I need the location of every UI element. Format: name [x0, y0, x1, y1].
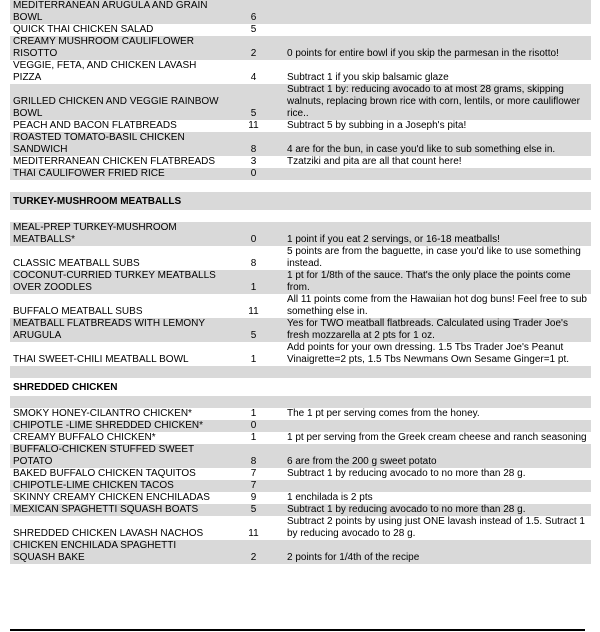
recipe-name-cell: MEXICAN SPAGHETTI SQUASH BOATS: [10, 504, 223, 516]
spacer-row: [10, 366, 591, 378]
note-cell: Subtract 1 by reducing avocado to no more than 28 g.: [284, 504, 591, 516]
empty-cell: [10, 396, 223, 408]
note-cell: [284, 24, 591, 36]
points-cell: 1: [250, 408, 257, 419]
section-title: TURKEY-MUSHROOM MEATBALLS: [10, 192, 591, 210]
empty-cell: [284, 396, 591, 408]
recipe-row: [10, 168, 591, 180]
points-cell: 4: [250, 72, 257, 83]
note-cell: Subtract 1 by reducing avocado to no more than 28 g.: [287, 468, 526, 479]
recipe-row: [10, 270, 591, 294]
recipe-row: [10, 432, 591, 444]
note-cell: 1 pt for 1/8th of the sauce. That's the only place the points come from.: [284, 270, 591, 294]
recipe-row: [10, 408, 591, 420]
note-cell: The 1 pt per serving comes from the honey.: [287, 408, 480, 419]
recipe-row: [10, 84, 591, 120]
recipe-name-cell: COCONUT-CURRIED TURKEY MEATBALLS OVER ZOODLES: [10, 270, 223, 294]
recipe-name-cell: CLASSIC MEATBALL SUBS: [13, 258, 140, 269]
points-cell: 1: [250, 432, 257, 443]
recipe-name-cell: VEGGIE, FETA, AND CHICKEN LAVASH PIZZA: [13, 60, 197, 83]
recipe-name-cell: GRILLED CHICKEN AND VEGGIE RAINBOW BOWL: [10, 84, 223, 120]
spacer-row: [10, 180, 591, 192]
recipe-row: [10, 222, 591, 246]
section-title: SHREDDED CHICKEN: [13, 382, 118, 393]
note-cell: 1 point if you eat 2 servings, or 16-18 meatballs!: [284, 222, 591, 246]
empty-cell: [223, 366, 284, 378]
spacer-row: [10, 396, 591, 408]
note-cell: 6 are from the 200 g sweet potato: [284, 444, 591, 468]
points-cell: 7: [250, 468, 257, 479]
note-cell: All 11 points come from the Hawaiian hot dog buns! Feel free to sub something else in.: [287, 294, 587, 317]
note-cell: [284, 420, 591, 432]
recipe-points-sheet: [10, 0, 585, 564]
points-cell: 3: [250, 156, 257, 167]
recipe-name-cell: QUICK THAI CHICKEN SALAD: [13, 24, 154, 35]
note-cell: Subtract 1 if you skip balsamic glaze: [287, 72, 449, 83]
recipe-table: [10, 0, 591, 564]
empty-cell: [223, 396, 284, 408]
note-cell: Add points for your own dressing. 1.5 Tbs Trader Joe's Peanut Vinaigrette=2 pts, 1.5 Tbs Newmans Own Sesame Ginger=1 pt.: [287, 342, 570, 365]
recipe-name-cell: MEATBALL FLATBREADS WITH LEMONY ARUGULA: [10, 318, 223, 342]
recipe-name-cell: THAI CAULIFOWER FRIED RICE: [10, 168, 223, 180]
note-cell: Subtract 5 by subbing in a Joseph's pita!: [287, 120, 467, 131]
spacer-row: [10, 210, 591, 222]
recipe-row: [10, 132, 591, 156]
points-cell: 5: [250, 24, 257, 35]
points-cell: 2: [223, 36, 284, 60]
points-cell: 0: [223, 168, 284, 180]
recipe-name-cell: BUFFALO-CHICKEN STUFFED SWEET POTATO: [10, 444, 223, 468]
note-cell: 2 points for 1/4th of the recipe: [284, 540, 591, 564]
recipe-row: [10, 468, 591, 480]
recipe-name-cell: MEAL-PREP TURKEY-MUSHROOM MEATBALLS*: [10, 222, 223, 246]
recipe-name-cell: MEDITERRANEAN ARUGULA AND GRAIN BOWL: [10, 0, 223, 24]
note-cell: 1 enchilada is 2 pts: [287, 492, 373, 503]
recipe-name-cell: SHREDDED CHICKEN LAVASH NACHOS: [13, 528, 204, 539]
empty-cell: [10, 180, 223, 192]
recipe-name-cell: CHIPOTLE -LIME SHREDDED CHICKEN*: [10, 420, 223, 432]
points-cell: 7: [223, 480, 284, 492]
table-bottom-border: [10, 629, 585, 631]
recipe-row: [10, 24, 591, 36]
recipe-name-cell: CHIPOTLE-LIME CHICKEN TACOS: [10, 480, 223, 492]
recipe-name-cell: ROASTED TOMATO-BASIL CHICKEN SANDWICH: [10, 132, 223, 156]
recipe-row: [10, 156, 591, 168]
recipe-name-cell: SMOKY HONEY-CILANTRO CHICKEN*: [13, 408, 192, 419]
points-cell: 1: [250, 354, 257, 365]
empty-cell: [284, 180, 591, 192]
recipe-table-body: [10, 0, 591, 564]
recipe-name-cell: SKINNY CREAMY CHICKEN ENCHILADAS: [13, 492, 210, 503]
recipe-row: [10, 0, 591, 24]
recipe-row: [10, 444, 591, 468]
points-cell: 0: [223, 222, 284, 246]
points-cell: 8: [223, 444, 284, 468]
note-cell: 4 are for the bun, in case you'd like to sub something else in.: [284, 132, 591, 156]
recipe-row: [10, 36, 591, 60]
empty-cell: [284, 210, 591, 222]
points-cell: 11: [248, 306, 259, 317]
empty-cell: [223, 180, 284, 192]
recipe-name-cell: BAKED BUFFALO CHICKEN TAQUITOS: [13, 468, 196, 479]
recipe-row: [10, 480, 591, 492]
empty-cell: [10, 210, 223, 222]
points-cell: 2: [223, 540, 284, 564]
points-cell: 5: [223, 318, 284, 342]
points-cell: 0: [223, 420, 284, 432]
note-cell: 1 pt per serving from the Greek cream cheese and ranch seasoning: [287, 432, 587, 443]
recipe-name-cell: MEDITERRANEAN CHICKEN FLATBREADS: [13, 156, 216, 167]
recipe-row: [10, 60, 591, 84]
note-cell: [284, 0, 591, 24]
points-cell: 11: [248, 120, 259, 131]
empty-cell: [223, 210, 284, 222]
points-cell: 9: [250, 492, 257, 503]
recipe-row: [10, 420, 591, 432]
note-cell: Tzatziki and pita are all that count here!: [287, 156, 462, 167]
note-cell: 5 points are from the baguette, in case you'd like to use something instead.: [287, 246, 581, 269]
recipe-row: [10, 492, 591, 504]
recipe-name-cell: PEACH AND BACON FLATBREADS: [13, 120, 177, 131]
recipe-row: [10, 294, 591, 318]
recipe-name-cell: THAI SWEET-CHILI MEATBALL BOWL: [13, 354, 189, 365]
note-cell: [284, 480, 591, 492]
points-cell: 1: [223, 270, 284, 294]
points-cell: 6: [223, 0, 284, 24]
empty-cell: [10, 366, 223, 378]
recipe-row: [10, 318, 591, 342]
empty-cell: [284, 366, 591, 378]
section-header-row: [10, 192, 591, 210]
recipe-row: [10, 540, 591, 564]
recipe-row: [10, 504, 591, 516]
recipe-row: [10, 342, 591, 366]
recipe-name-cell: CHICKEN ENCHILADA SPAGHETTI SQUASH BAKE: [10, 540, 223, 564]
recipe-row: [10, 120, 591, 132]
recipe-row: [10, 246, 591, 270]
points-cell: 5: [223, 504, 284, 516]
points-cell: 5: [223, 84, 284, 120]
note-cell: Subtract 1 by: reducing avocado to at most 28 grams, skipping walnuts, replacing brown rice with corn, lentils, or more cauliflower rice..: [284, 84, 591, 120]
note-cell: Subtract 2 points by using just ONE lavash instead of 1.5. Sutract 1 by reducing avocado to 28 g.: [287, 516, 585, 539]
recipe-name-cell: BUFFALO MEATBALL SUBS: [13, 306, 143, 317]
note-cell: Yes for TWO meatball flatbreads. Calculated using Trader Joe's fresh mozzarella at 2 pts for 1 oz.: [284, 318, 591, 342]
note-cell: [284, 168, 591, 180]
section-header-row: [10, 378, 591, 396]
note-cell: 0 points for entire bowl if you skip the parmesan in the risotto!: [284, 36, 591, 60]
points-cell: 8: [250, 258, 257, 269]
recipe-name-cell: CREAMY BUFFALO CHICKEN*: [13, 432, 156, 443]
points-cell: 8: [223, 132, 284, 156]
recipe-name-cell: CREAMY MUSHROOM CAULIFLOWER RISOTTO: [10, 36, 223, 60]
recipe-row: [10, 516, 591, 540]
points-cell: 11: [248, 528, 259, 539]
